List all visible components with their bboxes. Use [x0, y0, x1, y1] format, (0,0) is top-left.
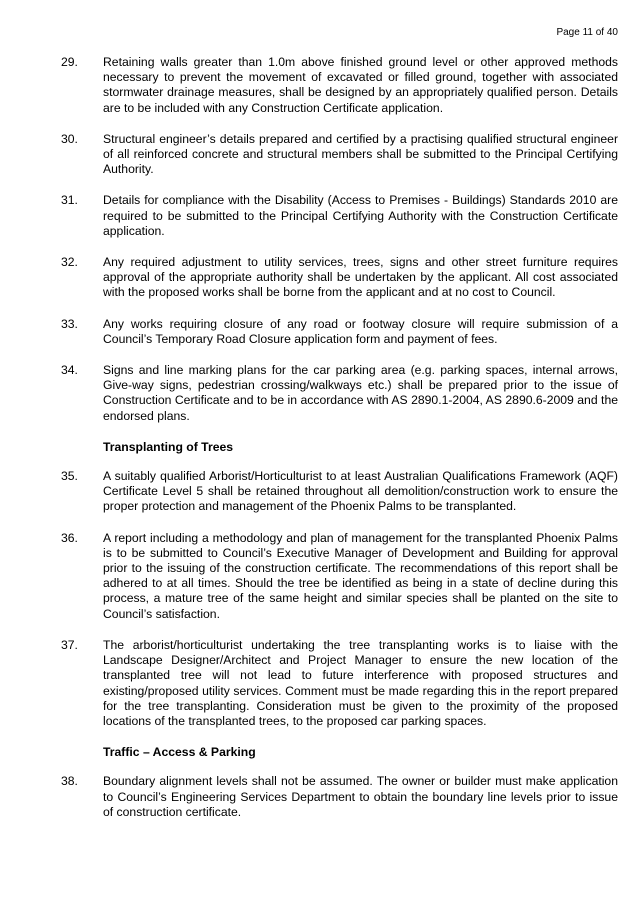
document-body — [0, 55, 637, 836]
condition-text: Signs and line marking plans for the car parking area (e.g. parking spaces, internal arrows, Give-way signs, pedestrian crossing/walkways etc.) shall be prepared prior to the issue of Construction Certificate and to be in accordance with AS 2890.1-2004, AS 2890.6-2009 and the endorsed plans. — [103, 363, 618, 423]
condition-36 — [0, 531, 618, 622]
condition-number: 34. — [61, 363, 78, 378]
condition-31 — [0, 193, 618, 239]
page-number: Page 11 of 40 — [556, 27, 618, 38]
condition-number: 32. — [61, 255, 78, 270]
condition-38 — [0, 774, 618, 820]
condition-number: 36. — [61, 530, 78, 545]
condition-number: 38. — [61, 774, 78, 789]
condition-number: 29. — [61, 55, 78, 69]
condition-number: 37. — [61, 637, 78, 652]
condition-number: 30. — [61, 131, 78, 146]
condition-text: The arborist/horticulturist undertaking the tree transplanting works is to liaise with the Landscape Designer/Architect and Project Manager to ensure the new location of the transplanted tree will not lead to future interference with proposed structures and existing/proposed utility services. Comment must be made regarding this in the report prepared for the tree transplanting. Consideration must be given to the proximity of the proposed locations of the transplanted trees, to the proposed car parking spaces. — [103, 637, 618, 728]
condition-33 — [0, 317, 618, 347]
condition-30 — [0, 132, 618, 178]
condition-text: A report including a methodology and plan of management for the transplanted Phoenix Palms is to be submitted to Council’s Executive Manager of Development and Building for approval prior to the issuing of the construction certificate. The recommendations of this report shall be adhered to at all times. Should the tree be identified as being in a state of decline during this process, a mature tree of the same height and similar species shall be planted on the site to Council’s satisfaction. — [103, 530, 618, 621]
condition-text: Structural engineer’s details prepared and certified by a practising qualified structural engineer of all reinforced concrete and structural members shall be submitted to the Principal Certifying Authority. — [103, 131, 618, 177]
condition-35 — [0, 469, 618, 515]
condition-text: Details for compliance with the Disability (Access to Premises - Buildings) Standards 2010 are required to be submitted to the Principal Certifying Authority with the Construction Certificate application. — [103, 193, 618, 238]
condition-text: Retaining walls greater than 1.0m above finished ground level or other approved methods necessary to prevent the movement of excavated or filled ground, together with associated stormwater drainage measures, shall be designed by an appropriately qualified person. Details are to be included with any Construction Certificate application. — [103, 55, 618, 115]
condition-number: 33. — [61, 316, 78, 331]
condition-text: Any works requiring closure of any road or footway closure will require submission of a Council’s Temporary Road Closure application form and payment of fees. — [103, 316, 618, 346]
condition-text: Any required adjustment to utility services, trees, signs and other street furniture requires approval of the appropriate authority shall be undertaken by the applicant. All cost associated with the proposed works shall be borne from the applicant and at no cost to Council. — [103, 255, 618, 300]
condition-37 — [0, 638, 618, 729]
condition-29 — [0, 55, 618, 116]
section-heading-traffic-access-parking: Traffic – Access & Parking — [103, 745, 256, 760]
condition-number: 31. — [61, 193, 78, 208]
condition-32 — [0, 255, 618, 301]
condition-text: Boundary alignment levels shall not be assumed. The owner or builder must make application to Council’s Engineering Services Department to obtain the boundary line levels prior to issue of construction certificate. — [103, 774, 618, 819]
condition-34 — [0, 363, 618, 424]
condition-number: 35. — [61, 469, 78, 484]
section-heading-transplanting-trees: Transplanting of Trees — [103, 439, 234, 454]
condition-text: A suitably qualified Arborist/Horticulturist to at least Australian Qualifications Framework (AQF) Certificate Level 5 shall be retained throughout all demolition/construction work to ensure the proper protection and management of the Phoenix Palms to be transplanted. — [103, 469, 618, 514]
